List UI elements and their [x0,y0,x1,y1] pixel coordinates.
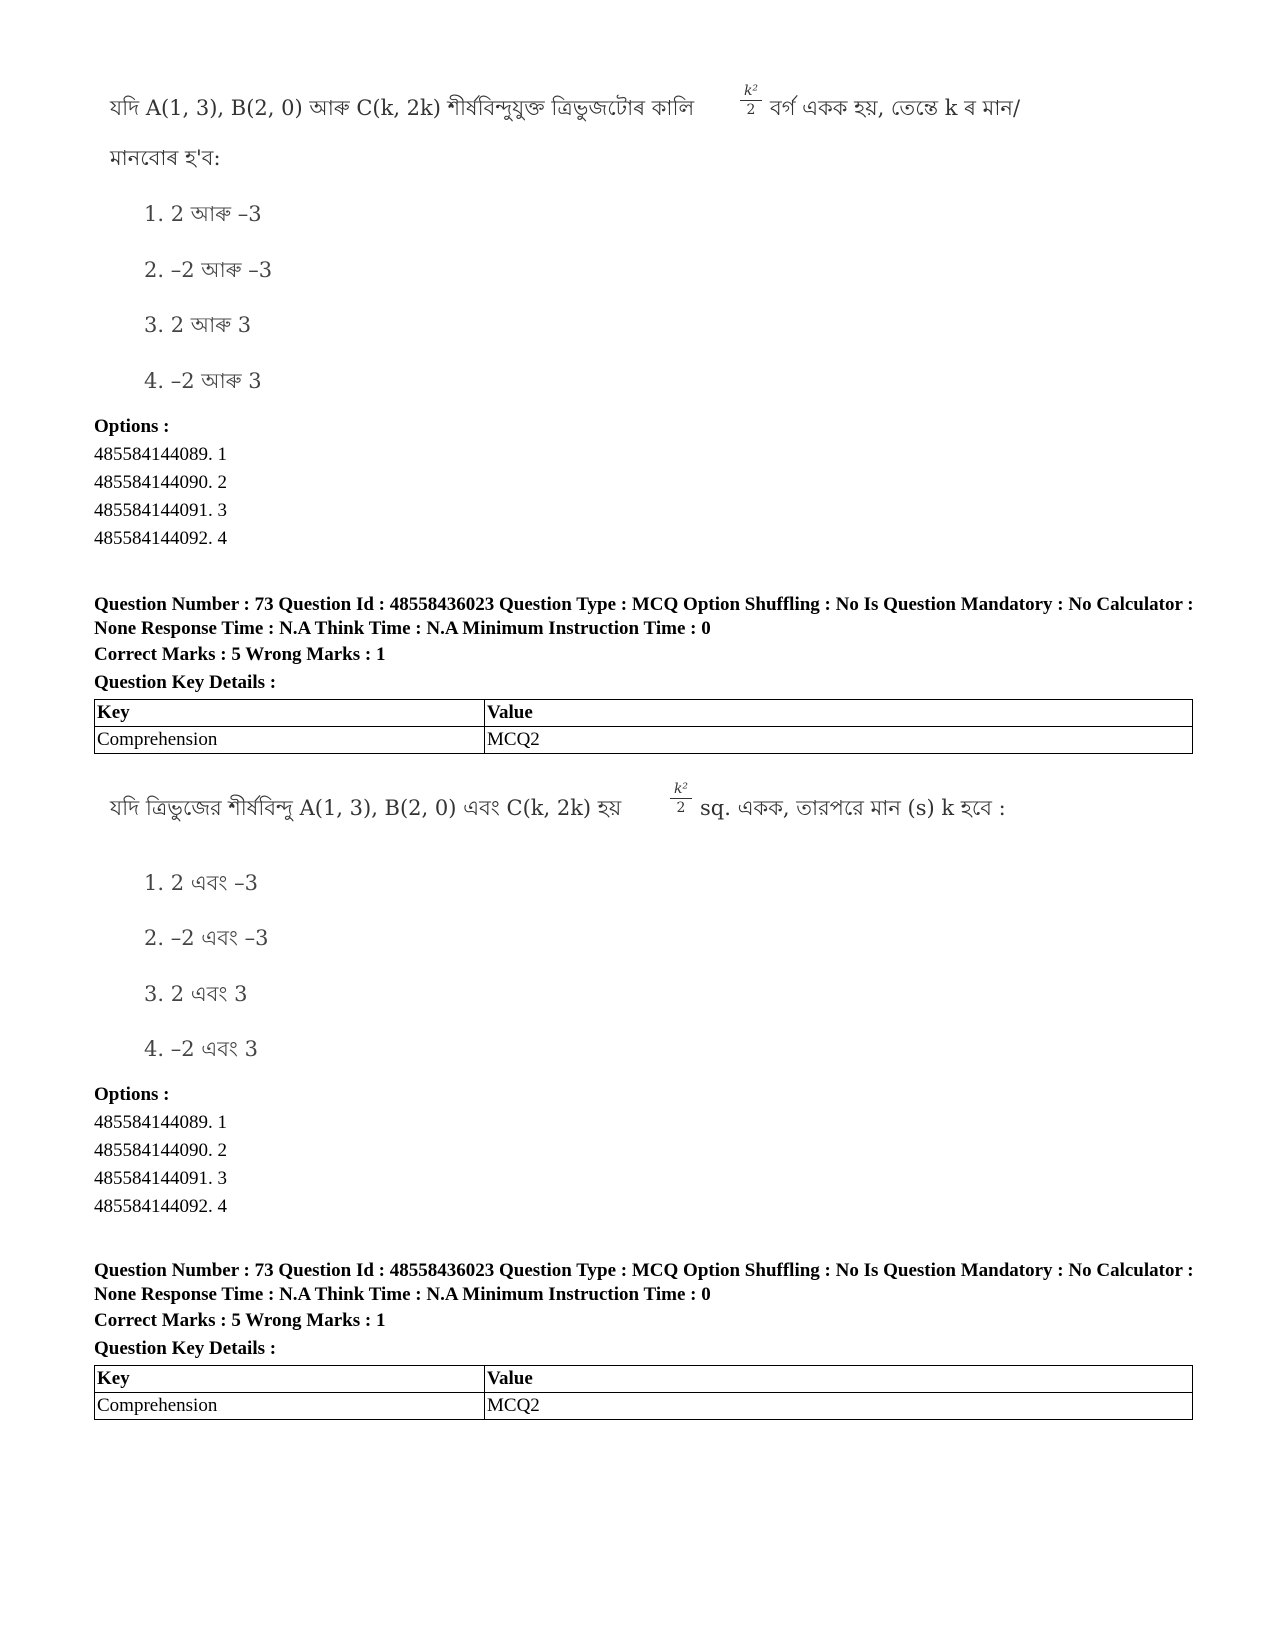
question-meta-header: Question Number : 73 Question Id : 48558436023 Question Type : MCQ Option Shuffling : No Is Question Mandatory : No Calculator : None Response Time : N.A Think Time : N.A Minimum Instruction Time : 0 [94,594,1194,639]
question-choice: 1. 2 এবং –3 [144,871,258,895]
fraction [740,82,762,119]
table-header-key: Key [95,1366,485,1393]
question-choice: 2. –2 আৰু –3 [144,258,273,282]
table-cell-key: Comprehension [95,727,485,754]
question-text-line1: যদি A(1, 3), B(2, 0) আৰু C(k, 2k) শীৰ্ষবিন্দুযুক্ত ত্ৰিভুজটোৰ কালি [110,96,695,120]
option-item: 485584144091. 3 [94,500,227,521]
option-item: 485584144091. 3 [94,1168,227,1189]
table-header-row [95,1366,1193,1393]
option-item: 485584144090. 2 [94,1140,227,1161]
fraction-denominator: 2 [670,798,692,817]
key-details-title: Question Key Details : [94,1338,277,1359]
key-details-table [94,699,1193,754]
table-row [95,1393,1193,1420]
question-text-line1-end: sq. একক, তারপরে মান (s) k হবে : [700,796,1006,820]
table-cell-key: Comprehension [95,1393,485,1420]
question-text-line2: মানবোৰ হ'ব: [110,146,221,170]
question-image-bengali [110,780,1110,1080]
option-item: 485584144089. 1 [94,444,227,465]
marks-line: Correct Marks : 5 Wrong Marks : 1 [94,644,386,665]
question-choice: 1. 2 আৰু –3 [144,202,262,226]
fraction-numerator: k² [743,83,759,99]
table-header-key: Key [95,700,485,727]
fraction [670,780,692,817]
fraction-numerator: k² [673,781,689,797]
table-cell-value: MCQ2 [485,727,1193,754]
table-header-value: Value [485,1366,1193,1393]
table-header-value: Value [485,700,1193,727]
question-choice: 2. –2 এবং –3 [144,926,269,950]
question-image-assamese [110,84,1110,414]
table-header-row [95,700,1193,727]
table-cell-value: MCQ2 [485,1393,1193,1420]
question-choice: 4. –2 এবং 3 [144,1037,258,1061]
option-item: 485584144092. 4 [94,528,227,549]
marks-line: Correct Marks : 5 Wrong Marks : 1 [94,1310,386,1331]
options-title: Options : [94,416,170,437]
fraction-denominator: 2 [740,100,762,119]
option-item: 485584144092. 4 [94,1196,227,1217]
question-meta-header: Question Number : 73 Question Id : 48558436023 Question Type : MCQ Option Shuffling : No Is Question Mandatory : No Calculator : None Response Time : N.A Think Time : N.A Minimum Instruction Time : 0 [94,1260,1194,1305]
key-details-title: Question Key Details : [94,672,277,693]
question-text-line1-end: বৰ্গ একক হয়, তেন্তে k ৰ মান/ [770,96,1021,120]
question-choice: 3. 2 এবং 3 [144,982,248,1006]
question-choice: 3. 2 আৰু 3 [144,313,252,337]
question-choice: 4. –2 আৰু 3 [144,369,262,393]
option-item: 485584144089. 1 [94,1112,227,1133]
options-title: Options : [94,1084,170,1105]
key-details-table [94,1365,1193,1420]
table-row [95,727,1193,754]
option-item: 485584144090. 2 [94,472,227,493]
question-text-line1: যদি ত্রিভুজের শীর্ষবিন্দু A(1, 3), B(2, 0) এবং C(k, 2k) হয় [110,796,622,820]
